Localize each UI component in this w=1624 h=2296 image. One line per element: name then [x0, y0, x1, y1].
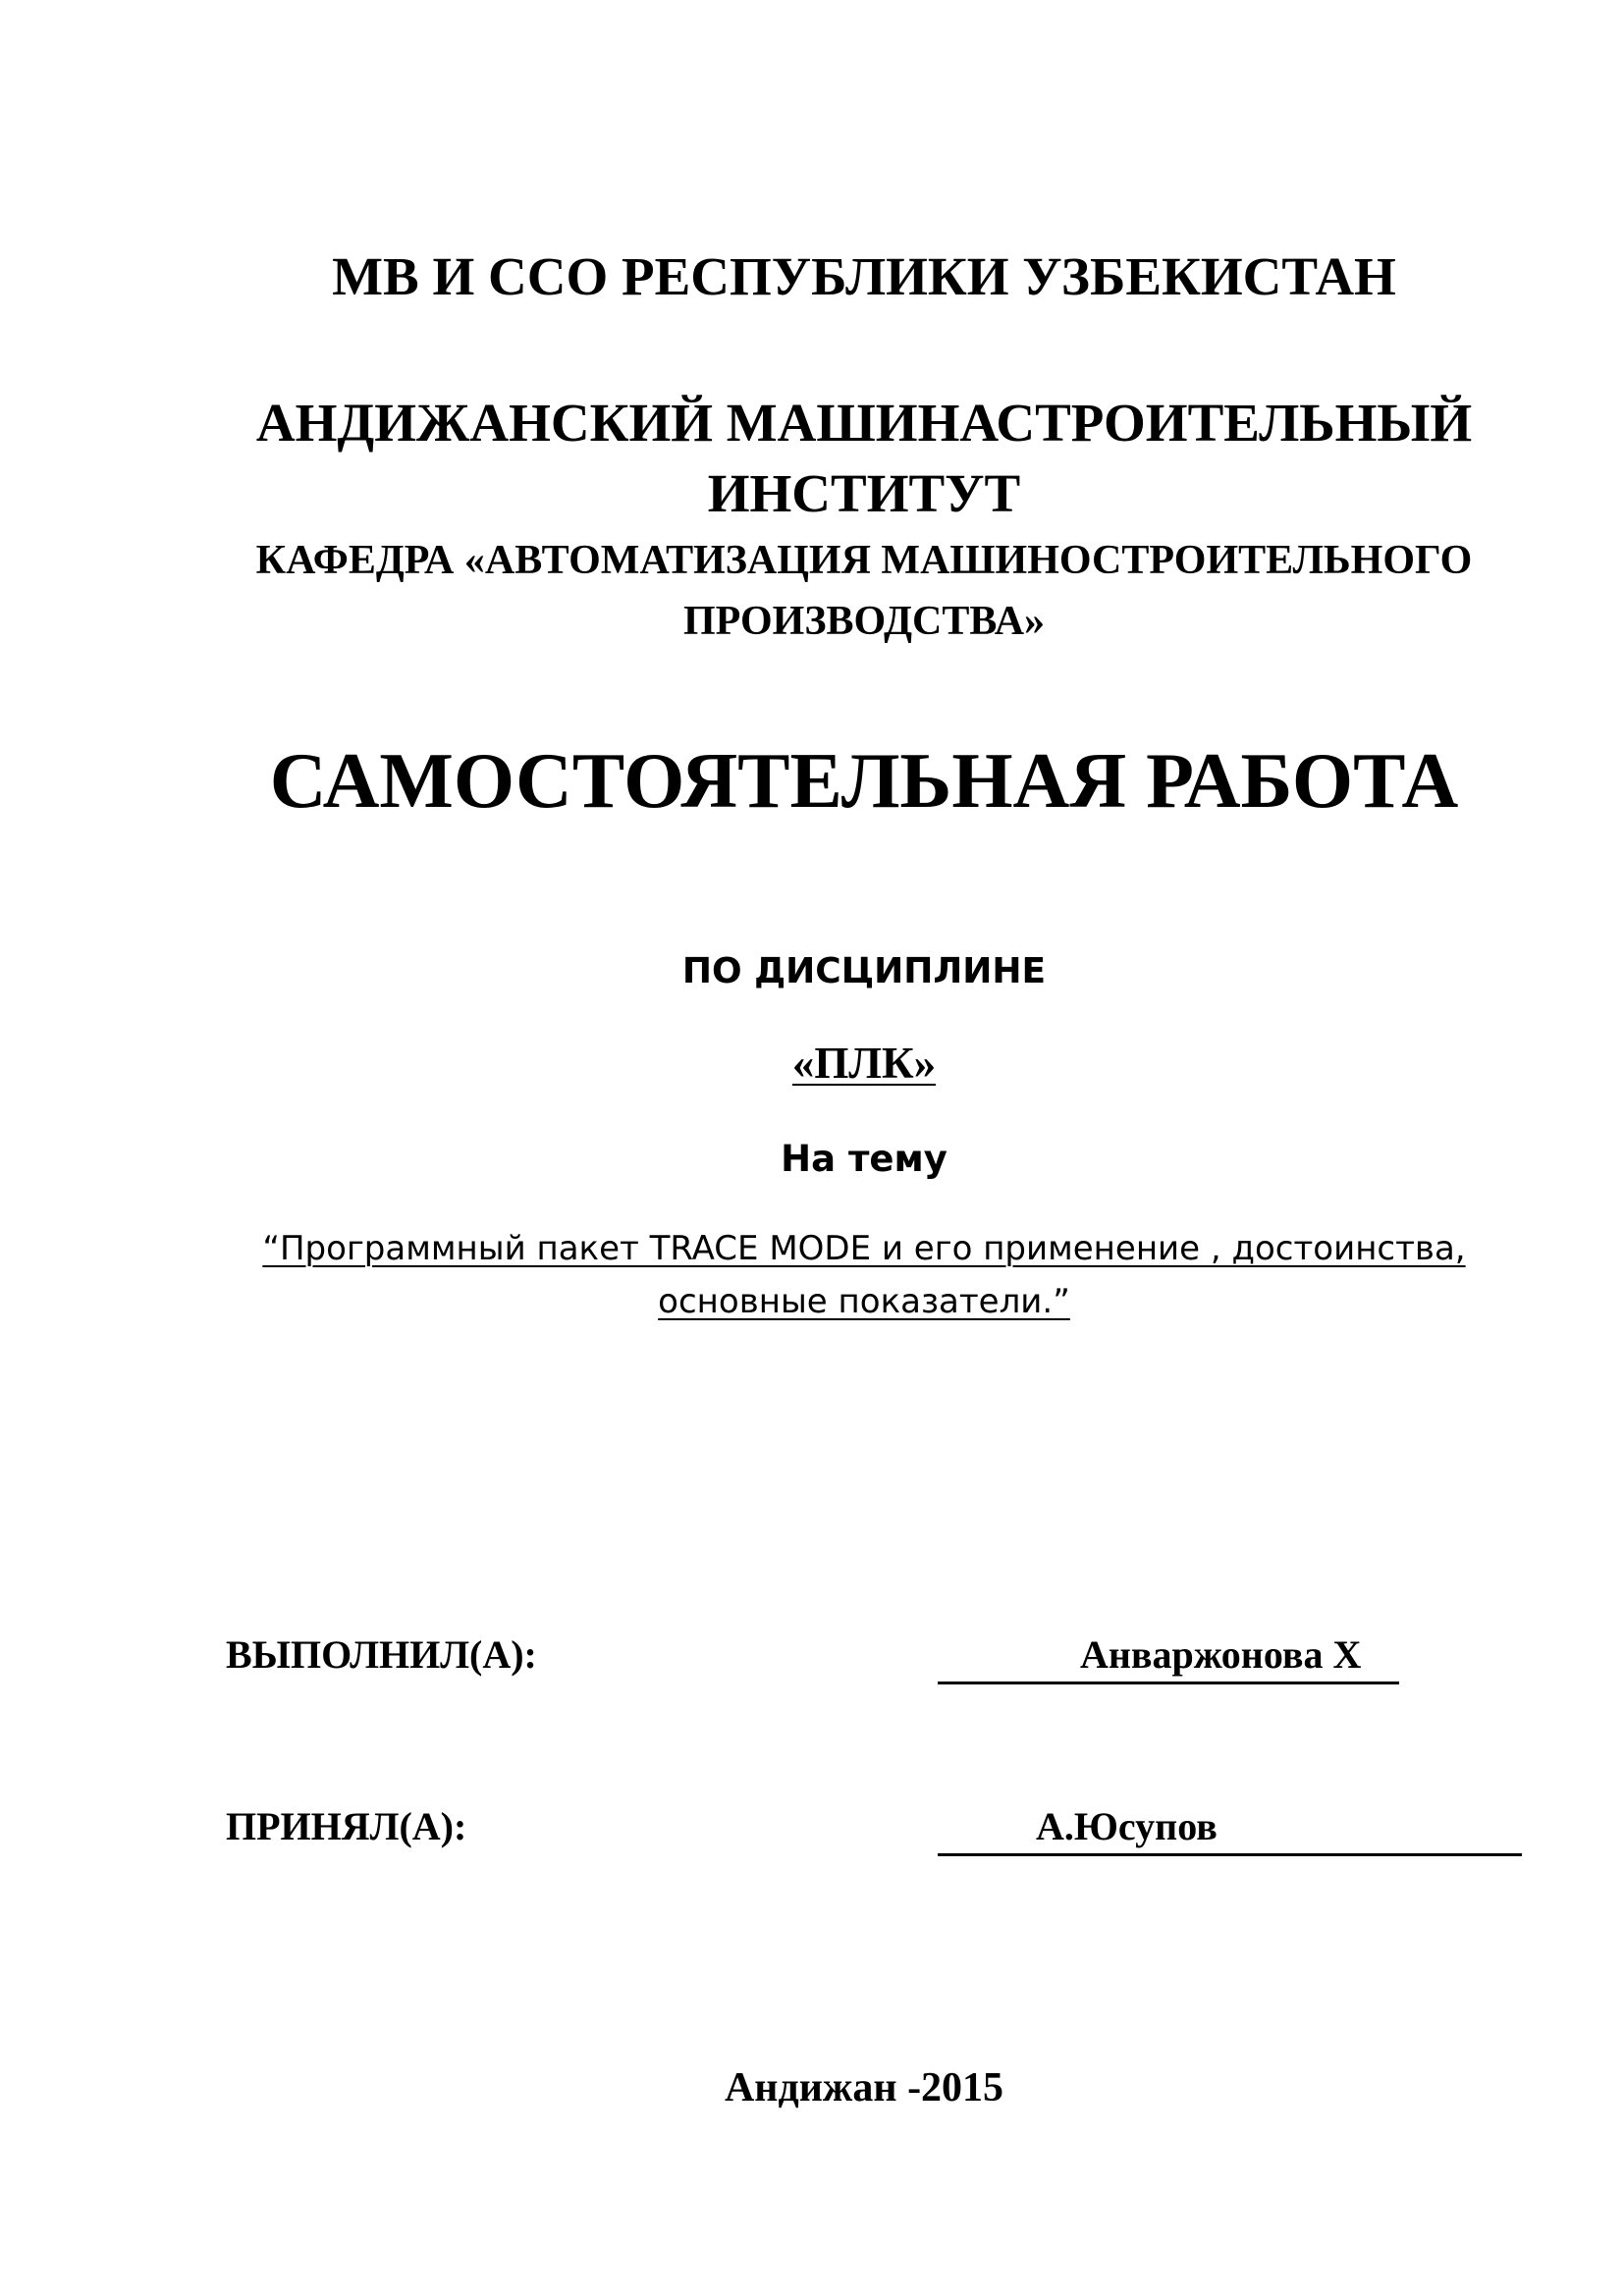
acceptor-name: А.Юсупов — [938, 1801, 1522, 1856]
topic-text-content: “Программный пакет TRACE MODE и его применение , достоинства, основные показатели.” — [262, 1229, 1466, 1321]
acceptor-label: ПРИНЯЛ(А): — [226, 1804, 467, 1848]
discipline-label: ПО ДИСЦИПЛИНЕ — [681, 951, 1047, 991]
performer-label: ВЫПОЛНИЛ(А): — [226, 1632, 537, 1677]
work-title: САМОСТОЯТЕЛЬНАЯ РАБОТА — [269, 738, 1459, 825]
topic-label: На тему — [781, 1138, 947, 1180]
performer-name: Анваржонова Х — [938, 1629, 1399, 1684]
city-year: Андижан -2015 — [724, 2065, 1004, 2110]
department-heading: КАФЕДРА «АВТОМАТИЗАЦИЯ МАШИНОСТРОИТЕЛЬНОГО ПРОИЗВОДСТВА» — [255, 538, 1473, 644]
acceptor-row — [226, 1801, 1404, 1860]
topic-text — [196, 1222, 1532, 1328]
ministry-heading: МВ И ССО РЕСПУБЛИКИ УЗБЕКИСТАН — [332, 246, 1396, 306]
institute-heading: АНДИЖАНСКИЙ МАШИНАСТРОИТЕЛЬНЫЙ ИНСТИТУТ — [255, 393, 1473, 523]
performer-row — [226, 1629, 1404, 1688]
discipline-name-text: «ПЛК» — [791, 1039, 937, 1088]
discipline-name — [226, 1036, 1502, 1091]
